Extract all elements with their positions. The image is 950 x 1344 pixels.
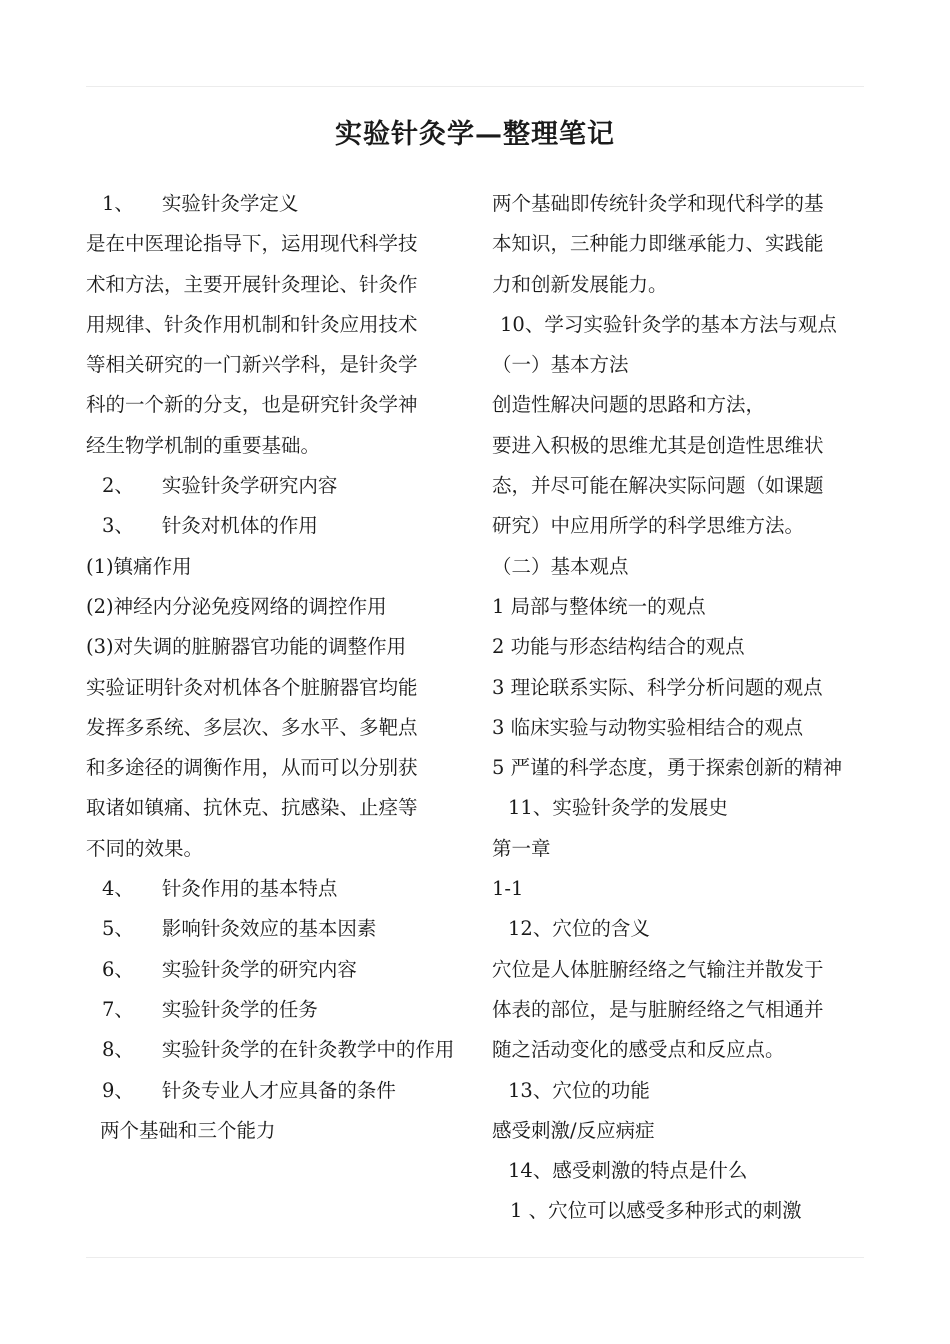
item-number: 8、 (102, 1038, 134, 1062)
text-line (86, 869, 461, 909)
text-line: 用规律、针灸作用机制和针灸应用技术 (86, 312, 418, 336)
text-line: （一）基本方法 (492, 353, 629, 377)
text-line: 取诸如镇痛、抗休克、抗感染、止痉等 (86, 796, 418, 820)
item-heading: 针灸作用的基本特点 (161, 877, 338, 901)
text-line: 11、实验针灸学的发展史 (508, 796, 728, 820)
left-column (86, 184, 461, 1151)
text-line: 随之活动变化的感受点和反应点。 (492, 1038, 785, 1062)
text-line: 体表的部位，是与脏腑经络之气相通并 (492, 997, 824, 1021)
item-heading: 实验针灸学的研究内容 (161, 957, 357, 981)
text-line: 态，并尽可能在解决实际问题（如课题 (492, 474, 824, 498)
text-line: 科的一个新的分支，也是研究针灸学神 (86, 393, 418, 417)
text-line: 经生物学机制的重要基础。 (86, 433, 321, 457)
text-line (86, 950, 461, 990)
right-column (492, 184, 867, 1232)
text-line (86, 506, 461, 546)
text-line (86, 466, 461, 506)
item-number: 3、 (102, 514, 134, 538)
text-line (86, 909, 461, 949)
item-number: 7、 (102, 997, 134, 1021)
text-line (86, 1071, 461, 1111)
text-line: 两个基础和三个能力 (100, 1118, 276, 1142)
text-line: 创造性解决问题的思路和方法， (492, 393, 766, 417)
item-number: 9、 (102, 1078, 134, 1102)
text-line: 3 理论联系实际、科学分析问题的观点 (492, 675, 823, 699)
item-heading: 实验针灸学定义 (161, 192, 299, 215)
text-line (86, 990, 461, 1030)
page-title: 实验针灸学—整理笔记 (335, 119, 615, 150)
text-line: 第一章 (492, 836, 551, 860)
text-line: 要进入积极的思维尤其是创造性思维状 (492, 433, 824, 457)
text-line: 等相关研究的一门新兴学科，是针灸学 (86, 353, 418, 377)
bottom-rule (86, 1257, 864, 1258)
text-line: 研究）中应用所学的科学思维方法。 (492, 514, 805, 538)
text-line: 10、学习实验针灸学的基本方法与观点 (500, 312, 837, 336)
top-rule (86, 86, 864, 87)
text-line: 术和方法，主要开展针灸理论、针灸作 (86, 272, 418, 296)
text-line: (2)神经内分泌免疫网络的调控作用 (86, 594, 387, 618)
text-line (86, 184, 461, 224)
item-heading: 实验针灸学研究内容 (161, 474, 338, 498)
item-heading: 影响针灸效应的基本因素 (161, 917, 377, 941)
text-line: (1)镇痛作用 (86, 554, 192, 578)
item-number: 5、 (102, 917, 134, 941)
text-line: 发挥多系统、多层次、多水平、多靶点 (86, 715, 418, 739)
text-line: 穴位是人体脏腑经络之气输注并散发于 (492, 957, 824, 981)
text-line (86, 1030, 461, 1070)
text-line: 感受刺激/反应病症 (492, 1118, 655, 1142)
text-line: 13、穴位的功能 (508, 1078, 650, 1102)
item-number: 4、 (102, 877, 134, 901)
text-line: 14、感受刺激的特点是什么 (508, 1159, 748, 1183)
text-line: 是在中医理论指导下，运用现代科学技 (86, 232, 418, 256)
text-line: 不同的效果。 (86, 836, 204, 860)
item-number: 2、 (102, 474, 134, 498)
text-line: 1 、穴位可以感受多种形式的刺激 (510, 1199, 802, 1223)
text-line: 1 局部与整体统一的观点 (492, 594, 706, 618)
text-line: （二）基本观点 (492, 554, 629, 578)
text-line: 2 功能与形态结构结合的观点 (492, 635, 745, 659)
text-line: 力和创新发展能力。 (492, 272, 668, 296)
text-line: (3)对失调的脏腑器官功能的调整作用 (86, 635, 407, 659)
text-line: 和多途径的调衡作用，从而可以分别获 (86, 756, 418, 780)
text-line: 两个基础即传统针灸学和现代科学的基 (492, 192, 824, 215)
text-line: 3 临床实验与动物实验相结合的观点 (492, 715, 804, 739)
text-line: 本知识，三种能力即继承能力、实践能 (492, 232, 824, 256)
text-line: 1-1 (492, 877, 524, 901)
text-line: 实验证明针灸对机体各个脏腑器官均能 (86, 675, 418, 699)
text-line: 12、穴位的含义 (508, 917, 650, 941)
text-line: 5 严谨的科学态度，勇于探索创新的精神 (492, 756, 843, 780)
item-heading: 实验针灸学的任务 (161, 997, 318, 1021)
item-number: 1、 (102, 192, 134, 215)
item-heading: 实验针灸学的在针灸教学中的作用 (161, 1038, 455, 1062)
item-heading: 针灸专业人才应具备的条件 (161, 1078, 396, 1102)
item-number: 6、 (102, 957, 134, 981)
item-heading: 针灸对机体的作用 (161, 514, 318, 538)
